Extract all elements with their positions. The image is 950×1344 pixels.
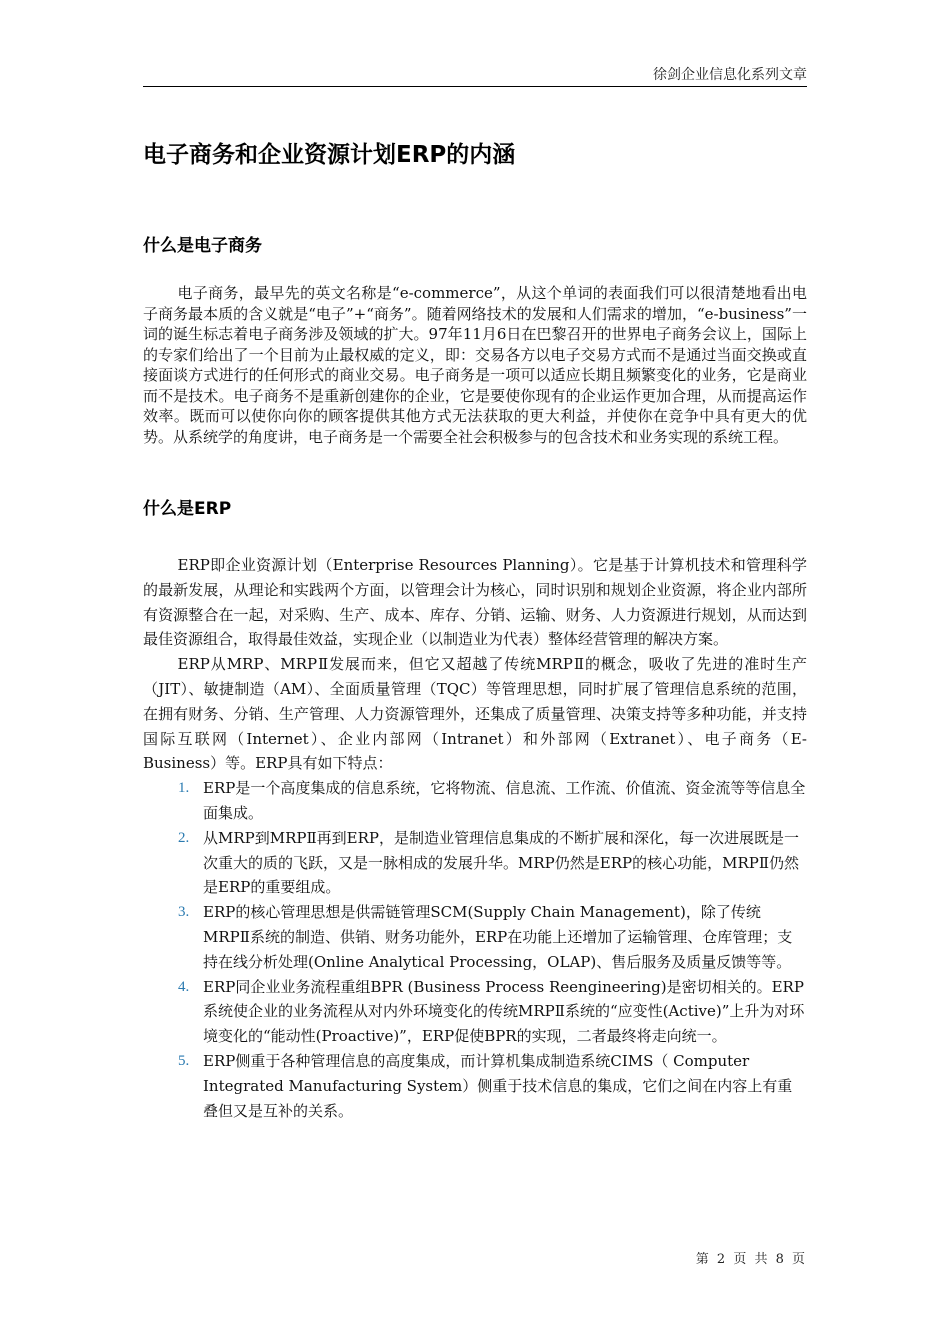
page-title: 电子商务和企业资源计划ERP的内涵 bbox=[143, 142, 516, 168]
list-item-text: 从MRP到MRPⅡ再到ERP，是制造业管理信息集成的不断扩展和深化，每一次进展既是一次重大的质的飞跃，又是一脉相成的发展升华。MRP仍然是ERP的核心功能，MRPⅡ仍然是ERP的重要组成。 bbox=[203, 828, 800, 897]
list-item bbox=[143, 975, 807, 1049]
erp-section-body bbox=[143, 553, 807, 1123]
list-item bbox=[143, 1049, 807, 1123]
page-number: 第 2 页 共 8 页 bbox=[695, 1252, 807, 1267]
list-item-number: 5. bbox=[178, 1052, 190, 1069]
erp-paragraph-1: ERP即企业资源计划（Enterprise Resources Planning）。它是基于计算机技术和管理科学的最新发展，从理论和实践两个方面，以管理会计为核心，同时识别和规划企业资源，将企业内部所有资源整合在一起，对采购、生产、成本、库存、分销、运输、财务、人力资源进行规划，从而达到最佳资源组合，取得最佳效益，实现企业（以制造业为代表）整体经营管理的解决方案。 bbox=[143, 556, 807, 649]
list-item-number: 4. bbox=[178, 978, 190, 995]
erp-paragraph-2: ERP从MRP、MRPⅡ发展而来，但它又超越了传统MRPⅡ的概念，吸收了先进的准时生产（JIT）、敏捷制造（AM）、全面质量管理（TQC）等管理思想，同时扩展了管理信息系统的范围，在拥有财务、分销、生产管理、人力资源管理外，还集成了质量管理、决策支持等多种功能，并支持国际互联网（Internet）、企业内部网（Intranet）和外部网（Extranet）、电子商务（E-Business）等。ERP具有如下特点： bbox=[143, 655, 807, 773]
list-item-number: 3. bbox=[178, 904, 190, 921]
list-item-text: ERP是一个高度集成的信息系统，它将物流、信息流、工作流、价值流、资金流等等信息全面集成。 bbox=[203, 779, 806, 822]
list-item bbox=[143, 776, 807, 826]
erp-features-list bbox=[143, 776, 807, 1123]
ecommerce-paragraph: 电子商务，最早先的英文名称是“e-commerce”，从这个单词的表面我们可以很清楚地看出电子商务最本质的含义就是“电子”+“商务”。随着网络技术的发展和人们需求的增加，“e-business”一词的诞生标志着电子商务涉及领域的扩大。97年11月6日在巴黎召开的世界电子商务会议上，国际上的专家们给出了一个目前为止最权威的定义，即：交易各方以电子交易方式而不是通过当面交换或直接面谈方式进行的任何形式的商业交易。电子商务是一项可以适应长期且频繁变化的业务，它是商业而不是技术。电子商务不是重新创建你的企业，它是要使你现有的企业运作更加合理，从而提高运作效率。既而可以使你向你的顾客提供其他方式无法获取的更大利益，并使你在竞争中具有更大的优势。从系统学的角度讲，电子商务是一个需要全社会积极参与的包含技术和业务实现的系统工程。 bbox=[143, 284, 807, 446]
list-item-number: 1. bbox=[178, 780, 190, 797]
section-heading-ecommerce: 什么是电子商务 bbox=[143, 236, 262, 256]
list-item-text: ERP侧重于各种管理信息的高度集成，而计算机集成制造系统CIMS（ Computer Integrated Manufacturing System）侧重于技术信息的集成，它们之间在内容上有重叠但又是互补的关系。 bbox=[203, 1051, 793, 1120]
section-heading-erp: 什么是ERP bbox=[143, 499, 232, 519]
header-series-title: 徐剑企业信息化系列文章 bbox=[653, 67, 807, 83]
list-item-number: 2. bbox=[178, 829, 190, 846]
page-header bbox=[143, 64, 807, 87]
list-item-text: ERP的核心管理思想是供需链管理SCM(Supply Chain Management)，除了传统MRPⅡ系统的制造、供销、财务功能外，ERP在功能上还增加了运输管理、仓库管理；支持在线分析处理(Online Analytical Processing，OLAP)、售后服务及质量反馈等等。 bbox=[203, 903, 793, 971]
page-footer bbox=[143, 1248, 807, 1267]
list-item bbox=[143, 826, 807, 900]
list-item-text: ERP同企业业务流程重组BPR (Business Process Reengineering)是密切相关的。ERP系统使企业的业务流程从对内外环境变化的传统MRPⅡ系统的“应变性(Active)”上升为对环境变化的“能动性(Proactive)”，ERP促使BPR的实现，二者最终将走向统一。 bbox=[203, 977, 805, 1046]
list-item bbox=[143, 900, 807, 974]
